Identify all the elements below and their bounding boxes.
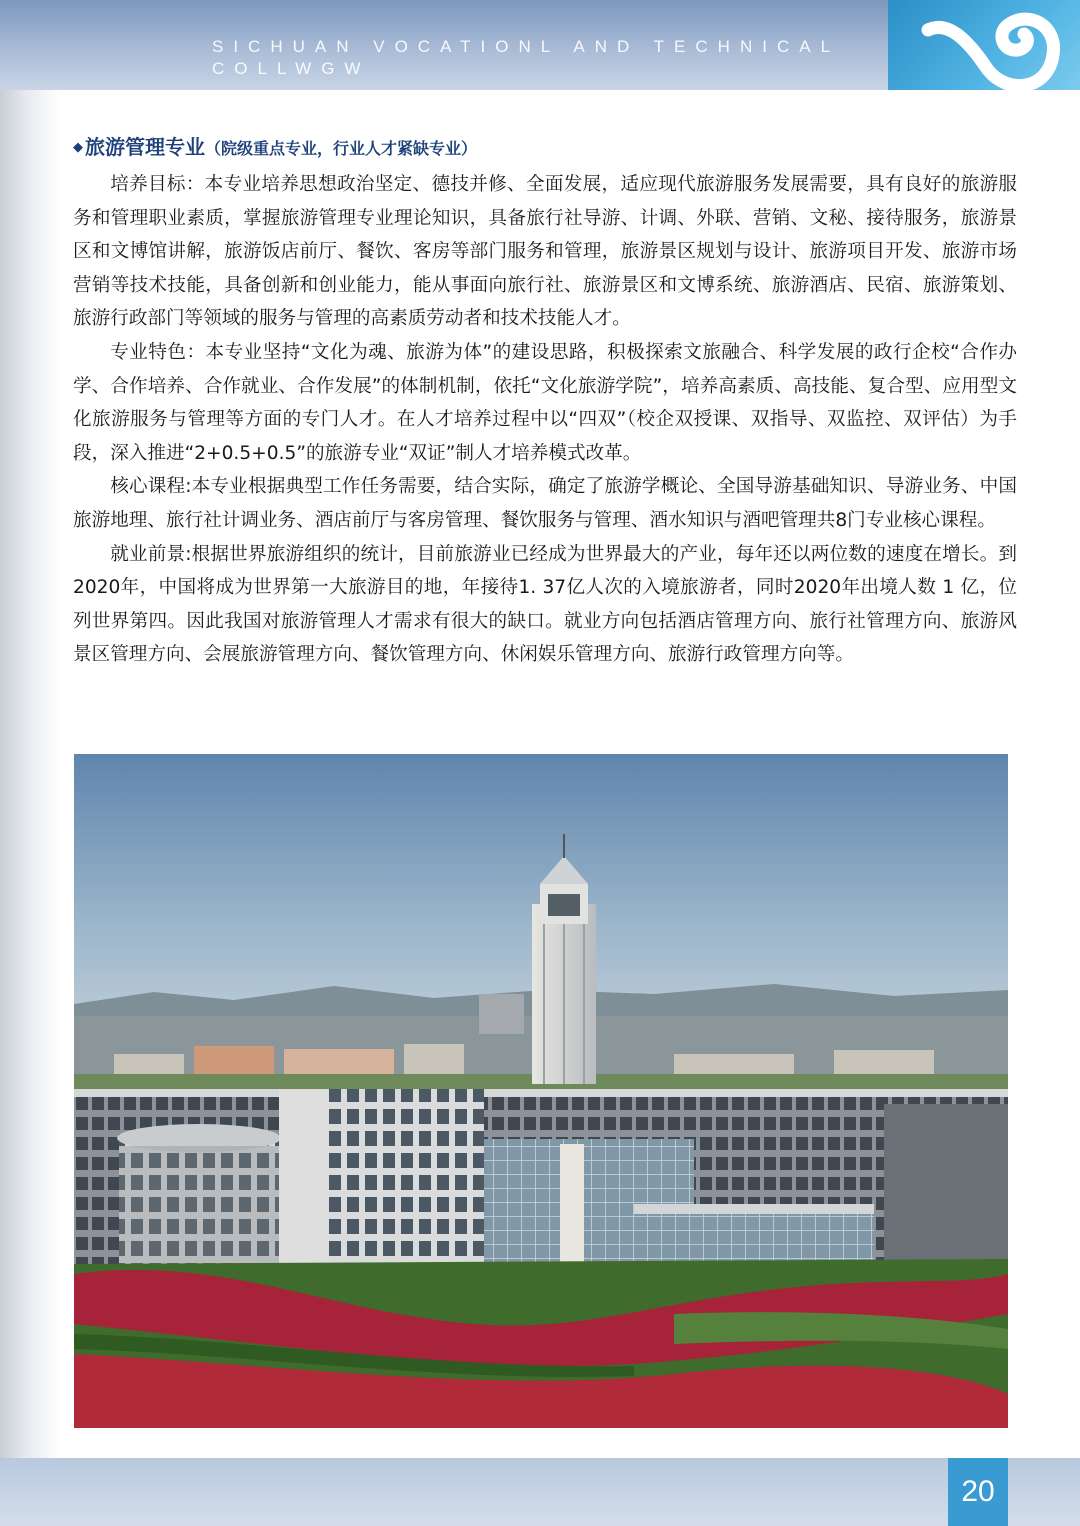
paragraph-features: 专业特色：本专业坚持“文化为魂、旅游为体”的建设思路，积极探索文旅融合、科学发展的政行企校“合作办学、合作培养、合作就业、合作发展”的体制机制，依托“文化旅游学院”，培养高素质、高技能、复合型、应用型文化旅游服务与管理等方面的专门人才。在人才培养过程中以“四双”（校企双授课、双指导、双监控、双评估）为手段，深入推进“2+0.5+0.5”的旅游专业“双证”制人才培养模式改革。 bbox=[73, 341, 1017, 464]
page-number: 20 bbox=[948, 1458, 1008, 1526]
swirl-logo-icon bbox=[888, 0, 1080, 90]
page-footer bbox=[0, 1458, 1080, 1526]
paragraph-employment: 就业前景:根据世界旅游组织的统计，目前旅游业已经成为世界最大的产业，每年还以两位数的速度在增长。到2020年，中国将成为世界第一大旅游目的地，年接待1. 37亿人次的入境旅游者，同时2020年出境人数 1 亿，位列世界第四。因此我国对旅游管理人才需求有很大的缺口。就业方向包括酒店管理方向、旅行社管理方向、旅游风景区管理方向、会展旅游管理方向、餐饮管理方向、休闲娱乐管理方向、旅游行政管理方向等。 bbox=[73, 543, 1017, 666]
section-title: 旅游管理专业 bbox=[85, 135, 205, 159]
section-content bbox=[73, 128, 1017, 672]
diamond-bullet-icon: ◆ bbox=[73, 140, 83, 155]
college-name-header: SICHUAN VOCATIONL AND TECHNICAL COLLWGW bbox=[212, 37, 840, 78]
campus-library-image bbox=[74, 754, 1008, 1428]
binding-shadow bbox=[0, 0, 60, 1526]
campus-photo bbox=[74, 754, 1008, 1428]
section-subtitle: （院级重点专业，行业人才紧缺专业） bbox=[205, 139, 478, 158]
college-logo bbox=[888, 0, 1080, 90]
section-heading bbox=[73, 128, 1017, 168]
paragraph-core-courses: 核心课程:本专业根据典型工作任务需要，结合实际，确定了旅游学概论、全国导游基础知识、导游业务、中国旅游地理、旅行社计调业务、酒店前厅与客房管理、餐饮服务与管理、酒水知识与酒吧管理共8门专业核心课程。 bbox=[73, 476, 1017, 531]
paragraph-training-goal: 培养目标：本专业培养思想政治坚定、德技并修、全面发展，适应现代旅游服务发展需要，具有良好的旅游服务和管理职业素质，掌握旅游管理专业理论知识，具备旅行社导游、计调、外联、营销、文秘、接待服务，旅游景区和文博馆讲解，旅游饭店前厅、餐饮、客房等部门服务和管理，旅游景区规划与设计、旅游项目开发、旅游市场营销等技术技能，具备创新和创业能力，能从事面向旅行社、旅游景区和文博系统、旅游酒店、民宿、旅游策划、旅游行政部门等领域的服务与管理的高素质劳动者和技术技能人才。 bbox=[73, 174, 1017, 330]
